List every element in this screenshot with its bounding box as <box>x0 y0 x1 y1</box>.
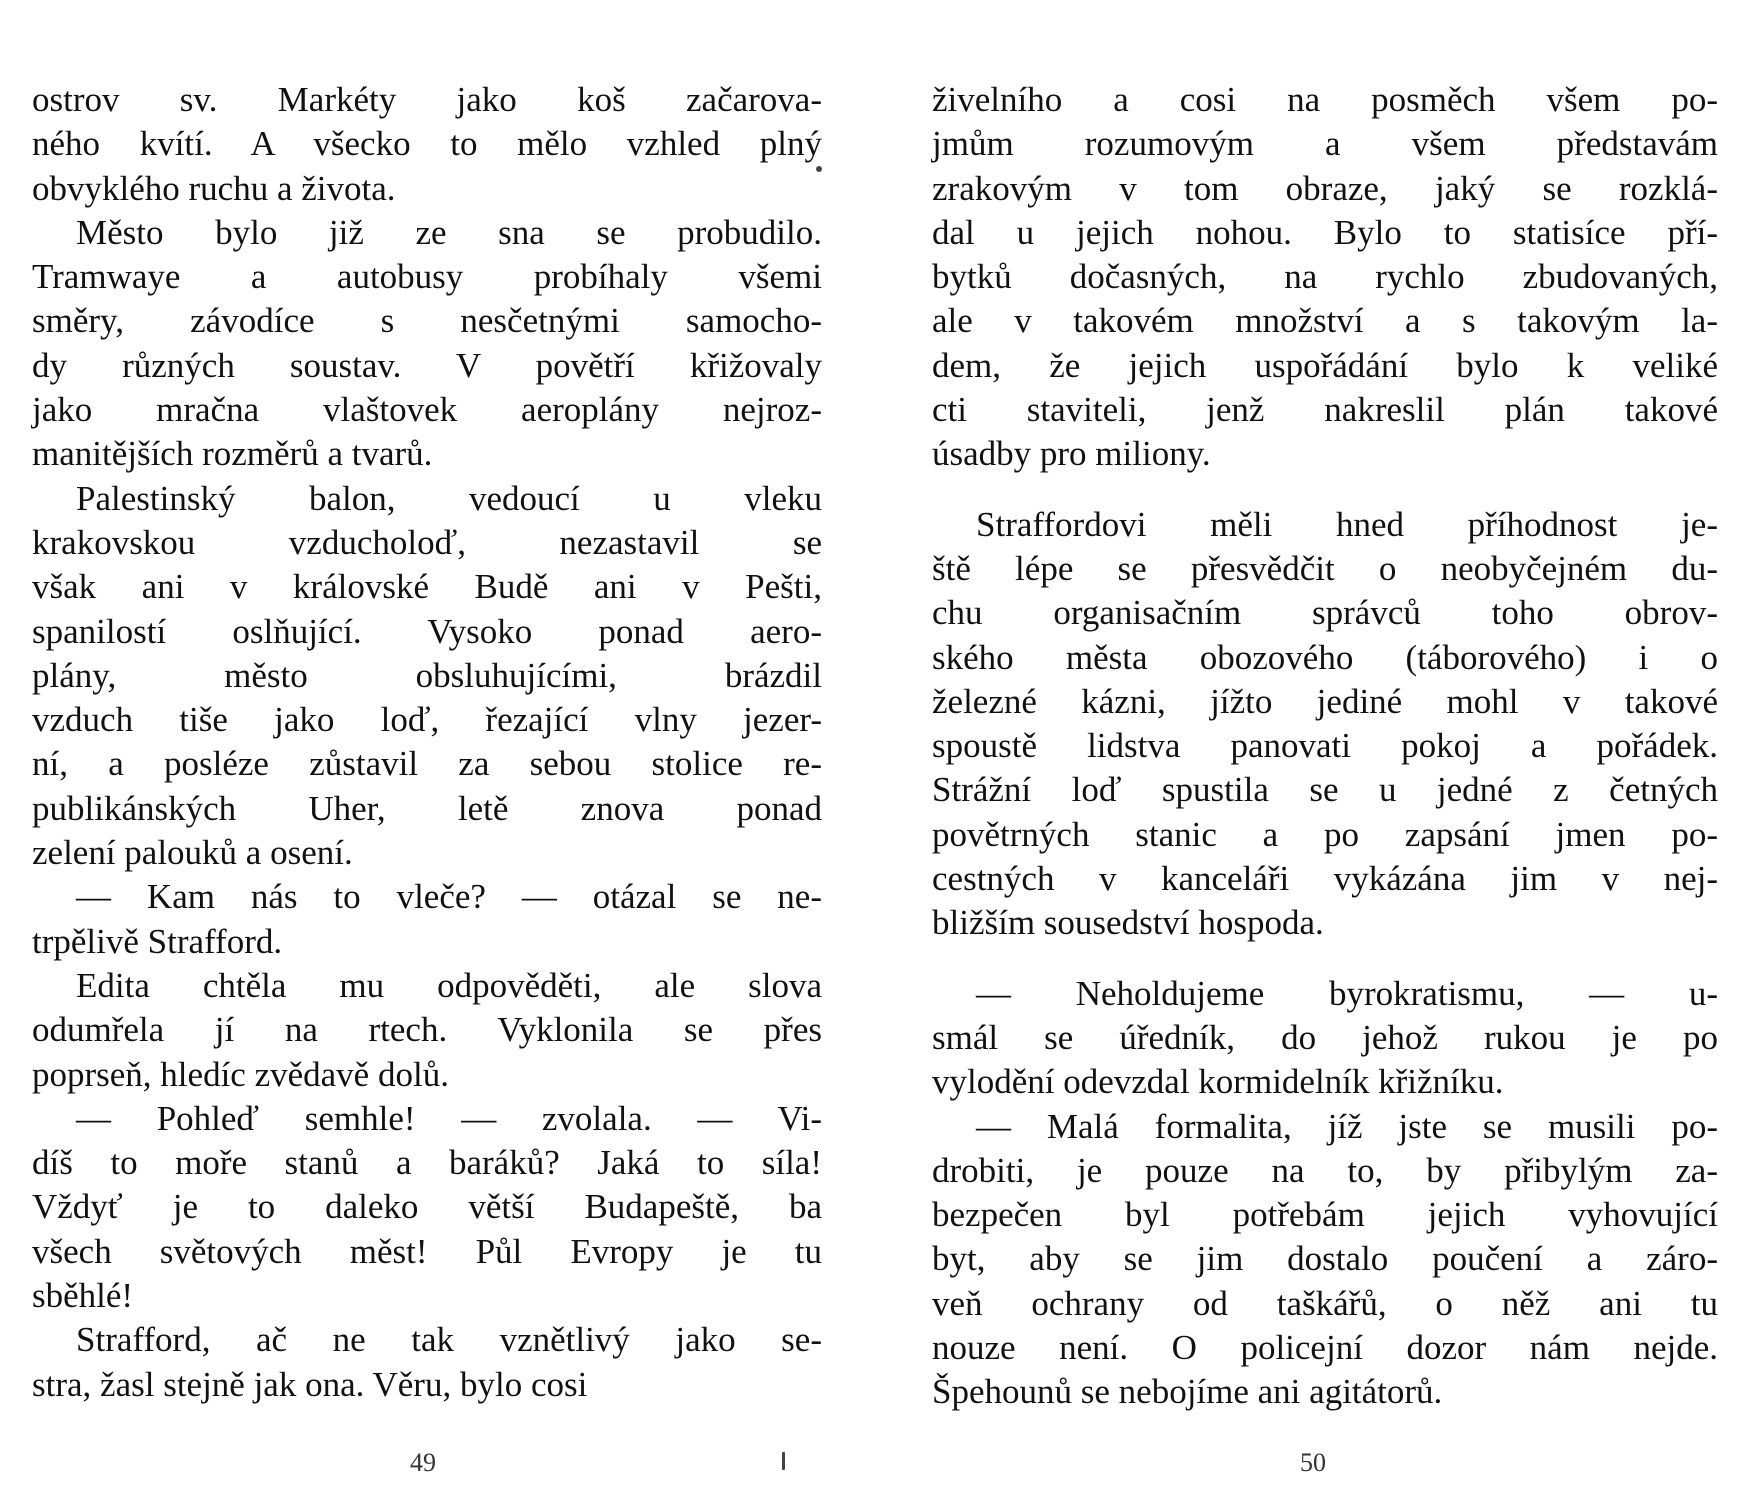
text-line: publikánských Uher, letě znova ponad <box>32 788 822 828</box>
text-line: směry, závodíce s nesčetnými samocho- <box>32 301 822 341</box>
text-line: byt, aby se jim dostalo poučení a záro- <box>932 1239 1718 1279</box>
text-line: — Neholdujeme byrokratismu, — u- <box>976 973 1718 1013</box>
paragraph-gap <box>932 946 1718 972</box>
page-number-left: 49 <box>410 1448 436 1477</box>
text-line: trpělivě Strafford. <box>32 921 283 961</box>
text-line: cti staviteli, jenž nakreslil plán takové <box>932 390 1718 430</box>
text-line: — Kam nás to vleče? — otázal se ne- <box>76 877 822 917</box>
text-line: živelního a cosi na posměch všem po- <box>932 80 1718 119</box>
text-line: úsadby pro miliony. <box>932 434 1211 474</box>
text-line: manitějších rozměrů a tvarů. <box>32 434 433 474</box>
text-line: dem, že jejich uspořádání bylo k veliké <box>932 345 1718 385</box>
text-line: jako mračna vlaštovek aeroplány nejroz- <box>32 390 822 430</box>
text-line: Strážní loď spustila se u jedné z četných <box>932 770 1718 810</box>
text-line: dal u jejich nohou. Bylo to statisíce pří- <box>932 212 1718 252</box>
text-line: ného kvítí. A všecko to mělo vzhled plný <box>32 124 822 164</box>
text-line: zelení palouků a osení. <box>32 833 353 873</box>
text-line: ského města obozového (táborového) i o <box>932 637 1718 677</box>
text-line: cestných v kanceláři vykázána jim v nej- <box>932 859 1718 899</box>
right-page-text <box>932 78 1718 1415</box>
text-line: — Malá formalita, jíž jste se musili po- <box>976 1106 1718 1146</box>
text-line: ale v takovém množství a s takovým la- <box>932 301 1718 341</box>
text-line: veň ochrany od taškářů, o něž ani tu <box>932 1283 1718 1323</box>
text-line: Město bylo již ze sna se probudilo. <box>76 212 822 252</box>
text-line: ostrov sv. Markéty jako koš začarova- <box>32 80 822 119</box>
text-line: Strafford, ač ne tak vznětlivý jako se- <box>76 1320 822 1360</box>
text-line: chu organisačním správců toho obrov- <box>932 593 1718 633</box>
text-line: Edita chtěla mu odpověděti, ale slova <box>76 965 822 1005</box>
page-number-right: 50 <box>1300 1448 1326 1477</box>
text-line: železné kázni, jížto jediné mohl v takové <box>932 681 1718 721</box>
text-line: — Pohleď semhle! — zvolala. — Vi- <box>76 1098 822 1138</box>
text-line: však ani v královské Budě ani v Pešti, <box>32 567 822 607</box>
text-line: spanilostí oslňující. Vysoko ponad aero- <box>32 611 822 651</box>
text-line: Vždyť je to daleko větší Budapeště, ba <box>32 1187 822 1227</box>
text-line: bližším sousedství hospoda. <box>932 903 1324 943</box>
text-line: plány, město obsluhujícími, brázdil <box>32 655 822 695</box>
text-line: Tramwaye a autobusy probíhaly všemi <box>32 257 822 297</box>
scan-dot <box>816 166 822 172</box>
text-line: povětrných stanic a po zapsání jmen po- <box>932 814 1718 854</box>
text-line: krakovskou vzducholoď, nezastavil se <box>32 522 822 562</box>
paragraph-gap <box>932 477 1718 503</box>
text-line: bytků dočasných, na rychlo zbudovaných, <box>932 257 1718 297</box>
scan-mark <box>782 1452 785 1470</box>
text-line: sběhlé! <box>32 1276 134 1316</box>
text-line: vzduch tiše jako loď, řezající vlny jezer- <box>32 700 822 740</box>
text-line: Palestinský balon, vedoucí u vleku <box>76 478 822 518</box>
text-line: drobiti, je pouze na to, by přibylým za- <box>932 1150 1718 1190</box>
text-line: díš to moře stanů a baráků? Jaká to síla! <box>32 1143 822 1183</box>
text-line: obvyklého ruchu a života. <box>32 168 396 208</box>
text-line: zrakovým v tom obraze, jaký se rozklá- <box>932 168 1718 208</box>
text-line: poprseň, hledíc zvědavě dolů. <box>32 1054 449 1094</box>
text-line: všech světových měst! Půl Evropy je tu <box>32 1231 822 1271</box>
text-line: ní, a posléze zůstavil za sebou stolice re- <box>32 744 822 784</box>
text-line: nouze není. O policejní dozor nám nejde. <box>932 1328 1718 1368</box>
text-line: Straffordovi měli hned příhodnost je- <box>976 504 1718 544</box>
text-line: smál se úředník, do jehož rukou je po <box>932 1017 1718 1057</box>
text-line: odumřela jí na rtech. Vyklonila se přes <box>32 1010 822 1050</box>
text-line: spoustě lidstva panovati pokoj a pořádek. <box>932 726 1718 766</box>
text-line: jmům rozumovým a všem představám <box>932 124 1718 164</box>
left-page-text <box>32 78 822 1407</box>
text-line: vylodění odevzdal kormidelník křižníku. <box>932 1062 1504 1102</box>
text-line: ště lépe se přesvědčit o neobyčejném du- <box>932 548 1718 588</box>
text-line: bezpečen byl potřebám jejich vyhovující <box>932 1195 1718 1235</box>
text-line: stra, žasl stejně jak ona. Věru, bylo cosi <box>32 1364 588 1404</box>
text-line: Špehounů se nebojíme ani agitátorů. <box>932 1372 1443 1412</box>
text-line: dy různých soustav. V povětří křižovaly <box>32 345 822 385</box>
